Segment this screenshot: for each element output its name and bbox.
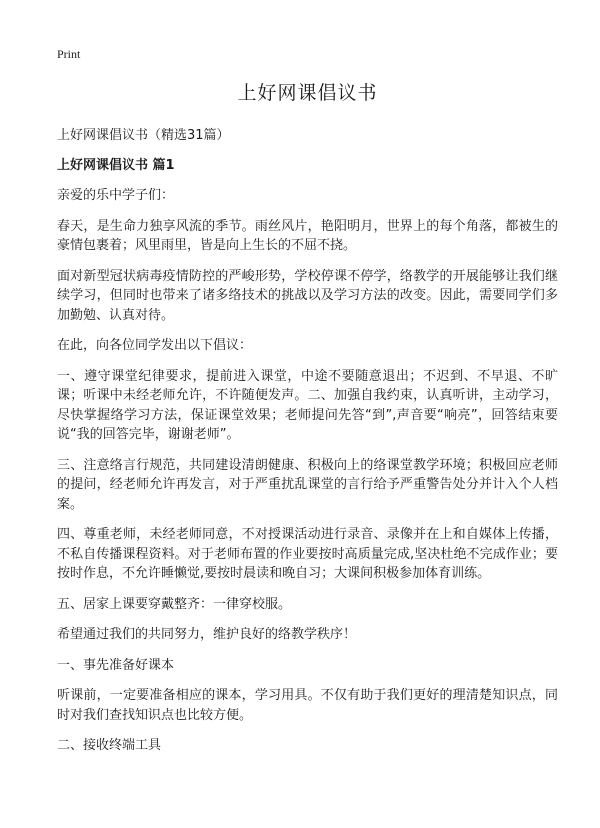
body-paragraph: 在此，向各位同学发出以下倡议：	[57, 338, 253, 353]
section-heading: 上好网课倡议书 篇1	[57, 158, 175, 173]
document-subtitle: 上好网课倡议书（精选31篇）	[57, 128, 230, 143]
body-paragraph: 四、尊重老师，未经老师同意，不对授课活动进行录音、录像并在上和自媒体上传播，不私自传播课程资料。对于老师布置的作业要按时高质量完成,坚决杜绝不完成作业；要按时作息，不允许睡懒觉,要按时晨读和晚自习；大课间积极参加体育训练。	[57, 527, 558, 581]
body-paragraph: 一、事先准备好课本	[57, 657, 175, 673]
body-paragraph: 春天，是生命力独享风流的季节。雨丝风片，艳阳明月，世界上的每个角落，都被生的豪情包裹着；风里雨里，皆是向上生长的不屈不挠。	[57, 218, 558, 253]
body-paragraph: 三、注意络言行规范，共同建设清朗健康、积极向上的络课堂教学环境；积极回应老师的提问，经老师允许再发言，对于严重扰乱课堂的言行给予严重警告处分并计入个人档案。	[57, 457, 558, 512]
body-paragraph: 面对新型冠状病毒疫情防控的严峻形势，学校停课不停学，络教学的开展能够让我们继续学习，但同时也带来了诸多络技术的挑战以及学习方法的改变。因此，需要同学们多加勤勉、认真对待。	[57, 268, 558, 323]
print-label: Print	[57, 47, 81, 61]
body-paragraph: 希望通过我们的共同努力，维护良好的络教学秩序！	[57, 627, 357, 642]
body-paragraph: 听课前，一定要准备相应的课本，学习用具。不仅有助于我们更好的理清楚知识点，同时对我们查找知识点也比较方便。	[57, 688, 558, 723]
body-paragraph: 二、接收终端工具	[57, 738, 162, 753]
greeting-paragraph: 亲爱的乐中学子们：	[57, 188, 175, 203]
body-paragraph: 五、居家上课要穿戴整齐：一律穿校服。	[57, 596, 292, 612]
document-title: 上好网课倡议书	[237, 82, 378, 104]
body-paragraph: 一、遵守课堂纪律要求，提前进入课堂，中途不要随意退出；不迟到、不早退、不旷课；听课中未经老师允许，不许随便发声。二、加强自我约束，认真听讲，主动学习，尽快掌握络学习方法，保证课堂效果；老师提问先答“到”,声音要“响亮”，回答结束要说“我的回答完毕，谢谢老师”。	[57, 368, 558, 442]
